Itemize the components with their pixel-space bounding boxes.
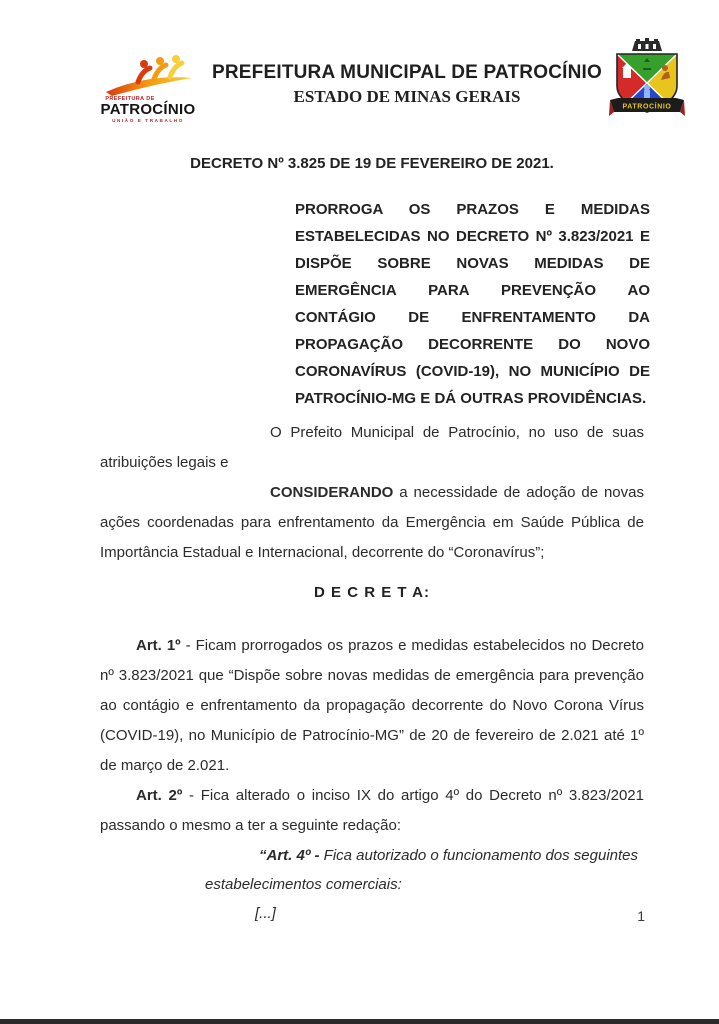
ellipsis: [...] [255,905,276,922]
coat-of-arms [608,38,686,129]
decree-body [0,155,719,928]
logo-wordmark: PATROCÍNIO [100,101,196,118]
article-1-text: - Ficam prorrogados os prazos e medidas estabelecidos no Decreto nº 3.823/2021 que “Dispõe sobre novas medidas de emergência para prevenção ao contágio e enfrentamento da propagação decorrente do Novo Corona Vírus (COVID-19), no Município de Patrocínio-MG” de 20 de fevereiro de 2.021 até 1º de março de 2.021. [100,637,644,774]
considerando-keyword: CONSIDERANDO [270,484,394,501]
article-1 [100,631,644,781]
letterhead-title: PREFEITURA MUNICIPAL DE PATROCÍNIO [212,62,602,83]
bottom-scan-edge [0,1019,719,1024]
runners-icon [106,55,192,96]
crest-banner [609,98,685,116]
letterhead [0,0,719,131]
decree-number-title: DECRETO Nº 3.825 DE 19 DE FEVEREIRO DE 2021. [190,155,554,172]
letterhead-subtitle: ESTADO DE MINAS GERAIS [293,87,521,106]
article-2 [100,781,644,841]
quoted-article-4 [205,841,647,928]
considerando-clause [100,478,644,568]
quoted-article-4-number: “Art. 4º - [259,847,320,864]
page-number: 1 [637,908,645,924]
crest-banner-text: PATROCÍNIO [622,103,672,111]
article-1-number: Art. 1º [136,637,181,654]
quoted-article-4-body: Fica autorizado o funcionamento dos seguintes estabelecimentos comerciais: [205,847,639,893]
article-2-text: - Fica alterado o inciso IX do artigo 4º do Decreto nº 3.823/2021 passando o mesmo a ter a seguinte redação: [100,787,644,834]
coat-of-arms-graphic [608,38,686,124]
city-logo [92,54,206,131]
logo-tagline: UNIÃO E TRABALHO [112,118,184,123]
letterhead-titles [206,62,608,107]
decreta-heading: D E C R E T A: [314,584,430,601]
considerando-text: a necessidade de adoção de novas ações coordenadas para enfrentamento da Emergência em Saúde Pública de Importância Estadual e Internacional, decorrente do “Coronavírus”; [100,484,644,561]
logo-top-text: PREFEITURA DE [105,96,155,102]
ementa: PRORROGA OS PRAZOS E MEDIDAS ESTABELECIDAS NO DECRETO Nº 3.823/2021 E DISPÕE SOBRE NOVAS MEDIDAS DE EMERGÊNCIA PARA PREVENÇÃO AO CONTÁGIO DE ENFRENTAMENTO DA PROPAGAÇÃO DECORRENTE DO NOVO CORONAVÍRUS (COVID-19), NO MUNICÍPIO DE PATROCÍNIO-MG E DÁ OUTRAS PROVIDÊNCIAS. [295,201,650,407]
city-logo-graphic [92,54,206,126]
article-2-number: Art. 2º [136,787,183,804]
preamble: O Prefeito Municipal de Patrocínio, no uso de suas atribuições legais e [100,424,644,471]
quoted-article-4-text [205,841,647,899]
crest-crown [632,38,662,51]
